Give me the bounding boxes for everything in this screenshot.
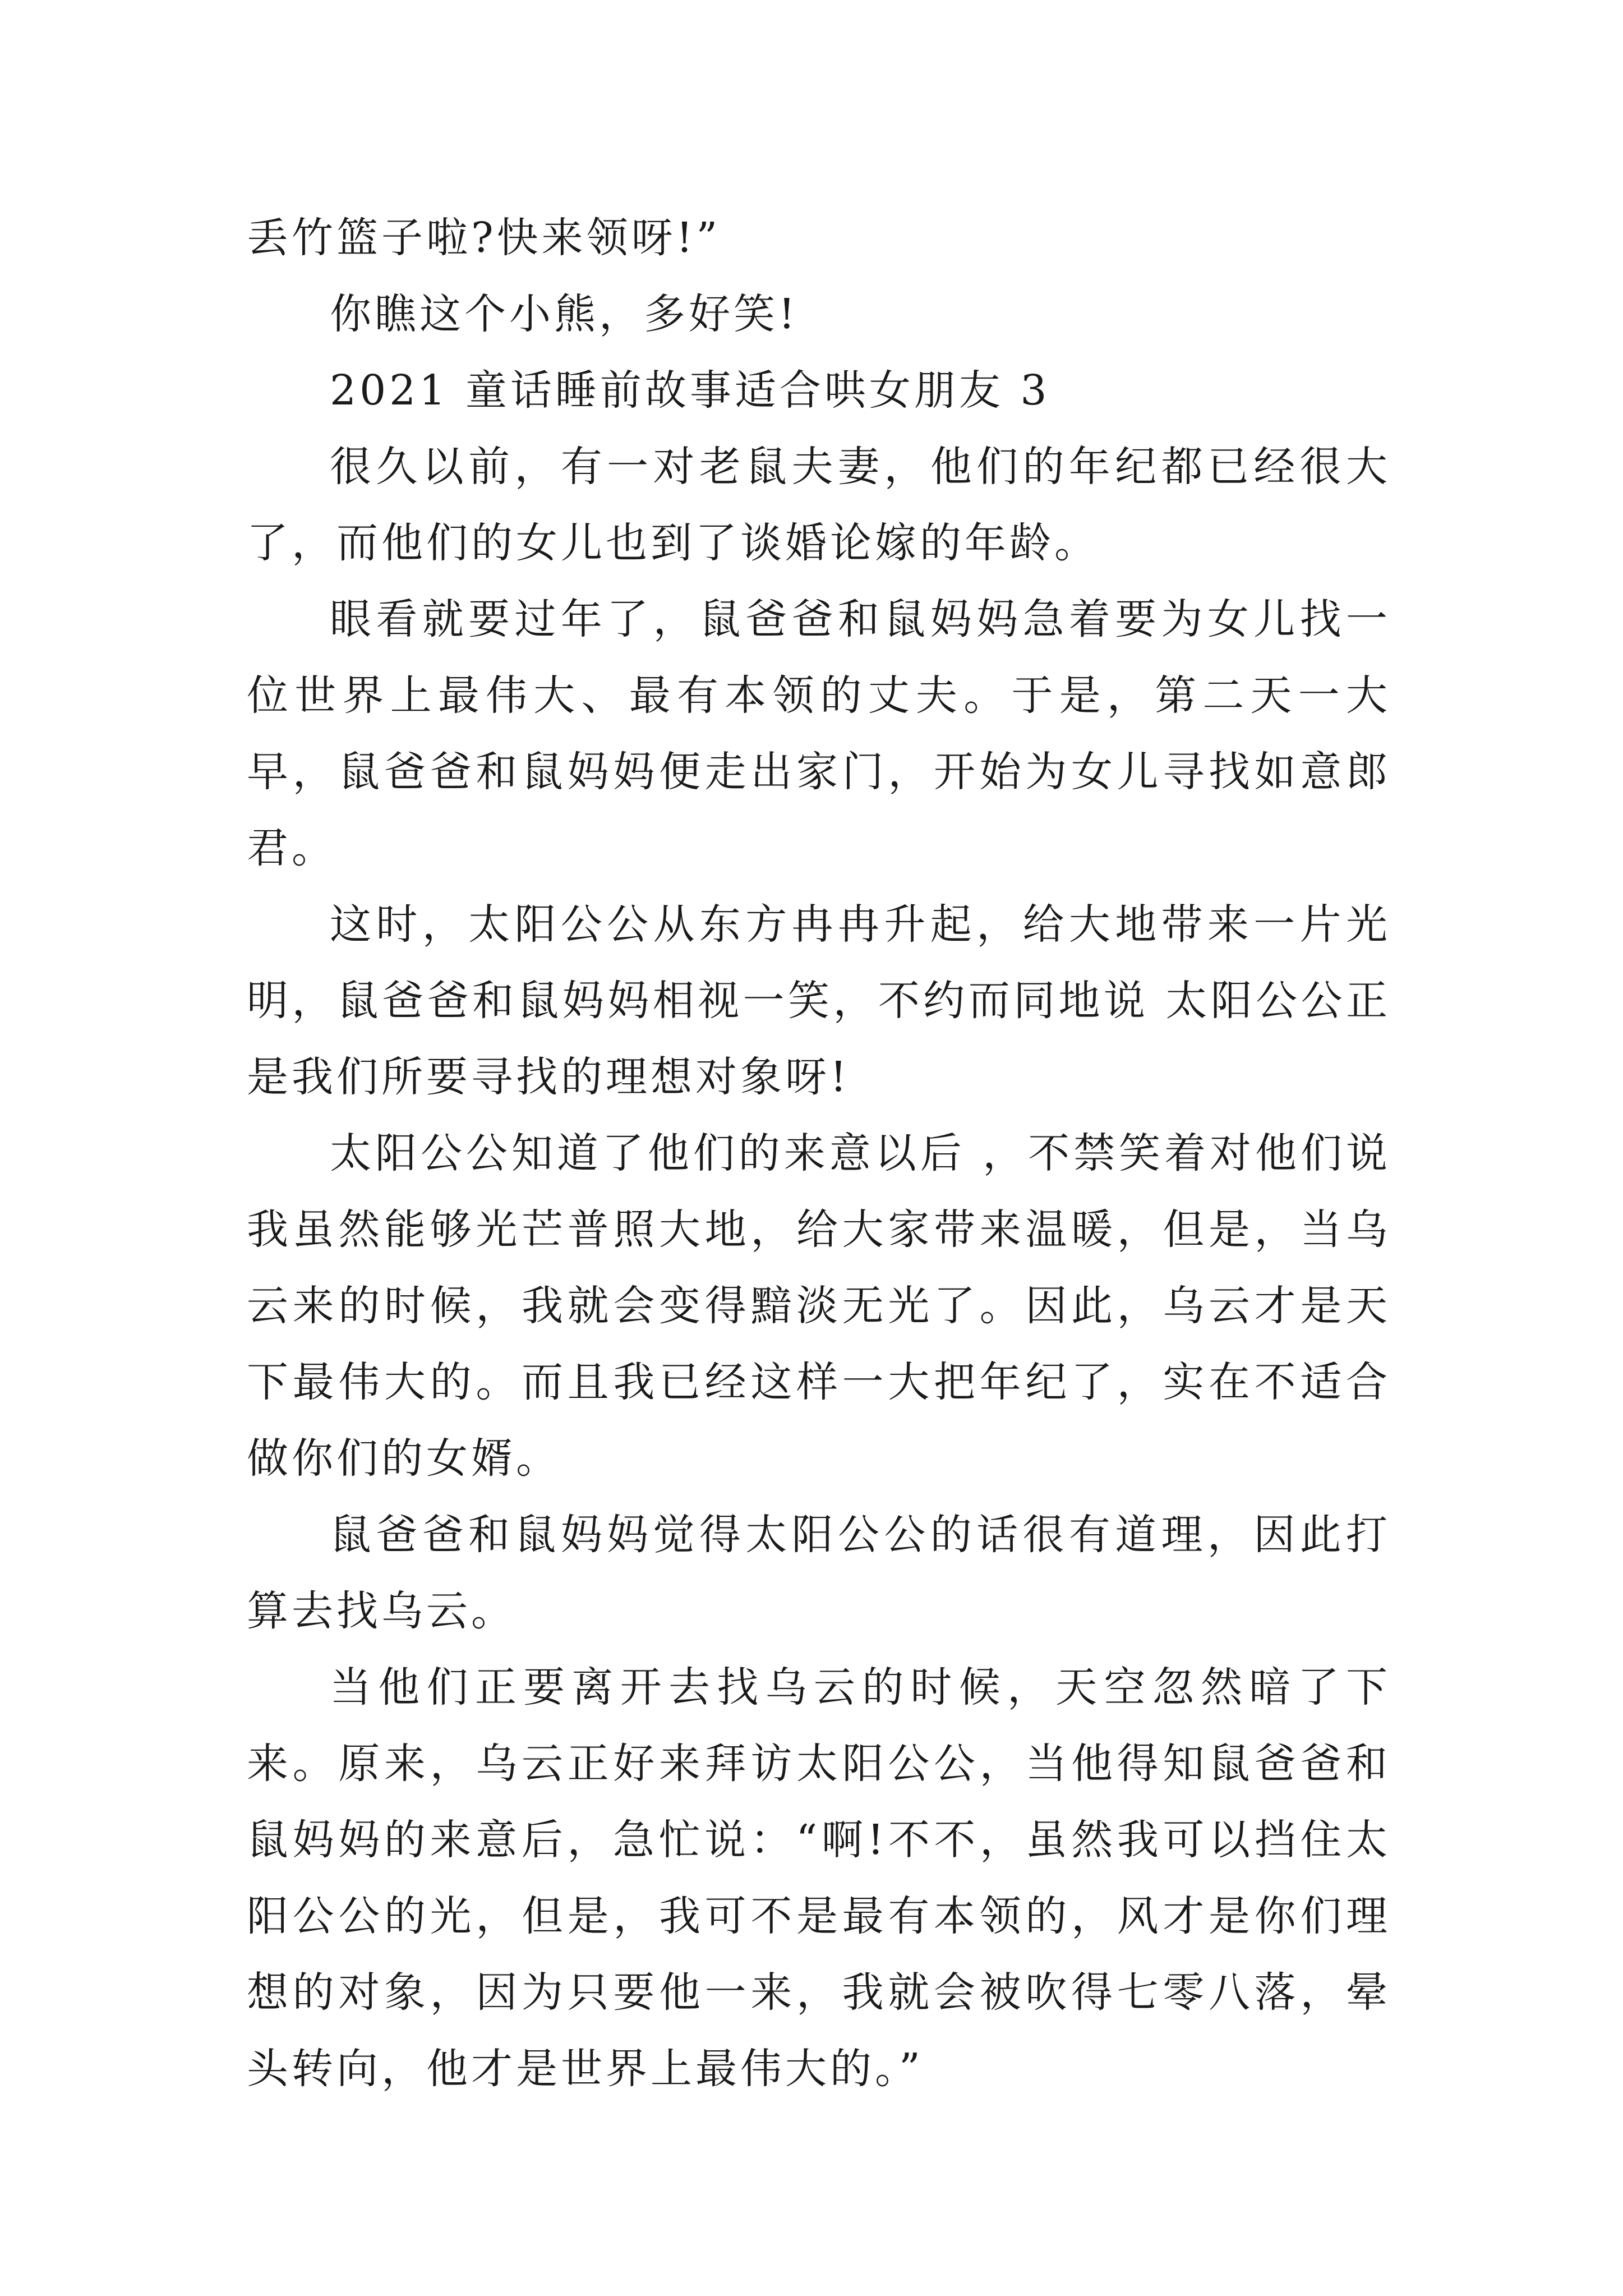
story-heading: 2021 童话睡前故事适合哄女朋友 3 — [330, 366, 1050, 415]
document-body — [247, 200, 1391, 2107]
paragraph: 这时，太阳公公从东方冉冉升起，给大地带来一片光明，鼠爸爸和鼠妈妈相视一笑，不约而同地说 太阳公公正是我们所要寻找的理想对象呀! — [247, 900, 1391, 1101]
paragraph: 鼠爸爸和鼠妈妈觉得太阳公公的话很有道理，因此打算去找乌云。 — [247, 1511, 1391, 1635]
paragraph: 你瞧这个小熊，多好笑! — [330, 290, 799, 338]
paragraph-continuation: 丢竹篮子啦?快来领呀!” — [247, 214, 721, 262]
paragraph: 太阳公公知道了他们的来意以后 ，不禁笑着对他们说 我虽然能够光芒普照大地，给大家带来温暖，但是，当乌云来的时候，我就会变得黯淡无光了。因此，乌云才是天下最伟大的。而且我已经这样一大把年纪了，实在不适合做你们的女婿。 — [247, 1129, 1391, 1483]
paragraph: 当他们正要离开去找乌云的时候，天空忽然暗了下来。原来，乌云正好来拜访太阳公公，当他得知鼠爸爸和鼠妈妈的来意后，急忙说：“啊!不不，虽然我可以挡住太阳公公的光，但是，我可不是最有本领的，风才是你们理想的对象，因为只要他一来，我就会被吹得七零八落，晕头转向，他才是世界上最伟大的。” — [247, 1663, 1391, 2093]
paragraph: 很久以前，有一对老鼠夫妻，他们的年纪都已经很大了，而他们的女儿也到了谈婚论嫁的年龄。 — [247, 443, 1391, 567]
paragraph: 眼看就要过年了，鼠爸爸和鼠妈妈急着要为女儿找一位世界上最伟大、最有本领的丈夫。于是，第二天一大早，鼠爸爸和鼠妈妈便走出家门，开始为女儿寻找如意郎君。 — [247, 595, 1391, 872]
